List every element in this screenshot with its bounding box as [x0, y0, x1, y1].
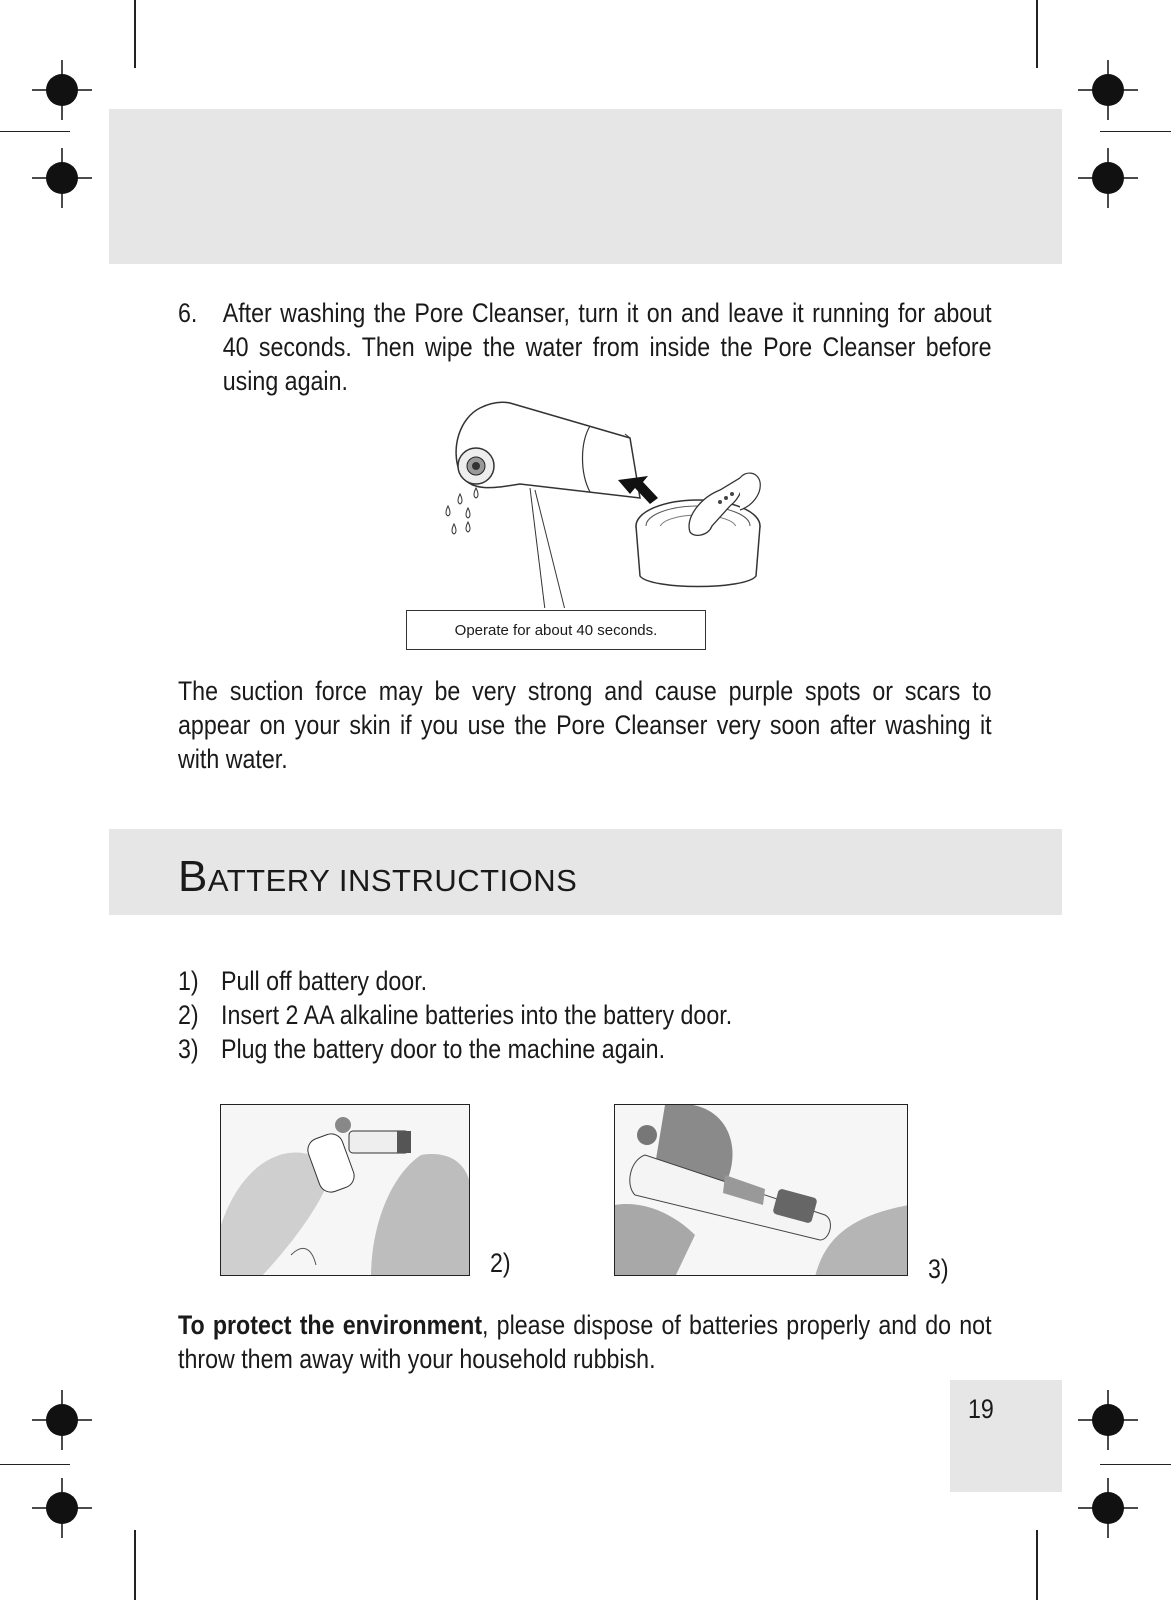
figure-label: 3) — [928, 1254, 949, 1284]
step-number: 1) — [178, 966, 199, 996]
crop-line — [134, 1530, 136, 1600]
photo-insert-batteries — [220, 1104, 470, 1276]
hands-assembling-device-icon — [615, 1105, 908, 1276]
step-number: 6. — [178, 298, 198, 328]
registration-mark-icon — [32, 1390, 92, 1450]
environment-text: , please dispose of batteries properly and do not throw them away with your household rubbish. — [178, 1310, 992, 1374]
step-number: 2) — [178, 1000, 199, 1030]
page-number: 19 — [968, 1394, 994, 1424]
illustration-caption: Operate for about 40 seconds. — [406, 610, 706, 650]
registration-mark-icon — [32, 60, 92, 120]
heading-rest: ATTERY INSTRUCTIONS — [207, 863, 578, 898]
page-number-box — [950, 1380, 1062, 1492]
suction-warning: The suction force may be very strong and cause purple spots or scars to appear on your skin if you use the Pore Cleanser very soon after washing it with water. — [178, 676, 992, 774]
crop-line — [1036, 1530, 1038, 1600]
step-text: Plug the battery door to the machine again. — [221, 1034, 666, 1064]
cleanser-drying-illustration — [440, 398, 770, 608]
heading-initial: B — [178, 852, 208, 901]
crop-line — [0, 1464, 70, 1465]
header-band — [109, 109, 1062, 264]
crop-line — [1100, 1464, 1171, 1465]
registration-mark-icon — [1078, 60, 1138, 120]
registration-mark-icon — [1078, 1478, 1138, 1538]
figure-label: 2) — [490, 1248, 511, 1278]
crop-line — [134, 0, 136, 68]
environment-lead: To protect the environment — [178, 1310, 483, 1340]
step-text: After washing the Pore Cleanser, turn it on and leave it running for about 40 seconds. Then wipe the water from inside the Pore Cleanser before using again. — [222, 298, 992, 396]
registration-mark-icon — [32, 1478, 92, 1538]
photo-plug-battery-door — [614, 1104, 908, 1276]
step-number: 3) — [178, 1034, 199, 1064]
crop-line — [1036, 0, 1038, 68]
crop-line — [1100, 131, 1171, 132]
step-6 — [178, 296, 992, 398]
step-text: Pull off battery door. — [221, 966, 428, 996]
hands-holding-battery-icon — [221, 1105, 470, 1276]
crop-line — [0, 131, 70, 132]
registration-mark-icon — [1078, 148, 1138, 208]
registration-mark-icon — [32, 148, 92, 208]
registration-mark-icon — [1078, 1390, 1138, 1450]
step-text: Insert 2 AA alkaline batteries into the battery door. — [221, 1000, 733, 1030]
environment-note — [178, 1308, 992, 1376]
section-heading — [178, 852, 577, 902]
